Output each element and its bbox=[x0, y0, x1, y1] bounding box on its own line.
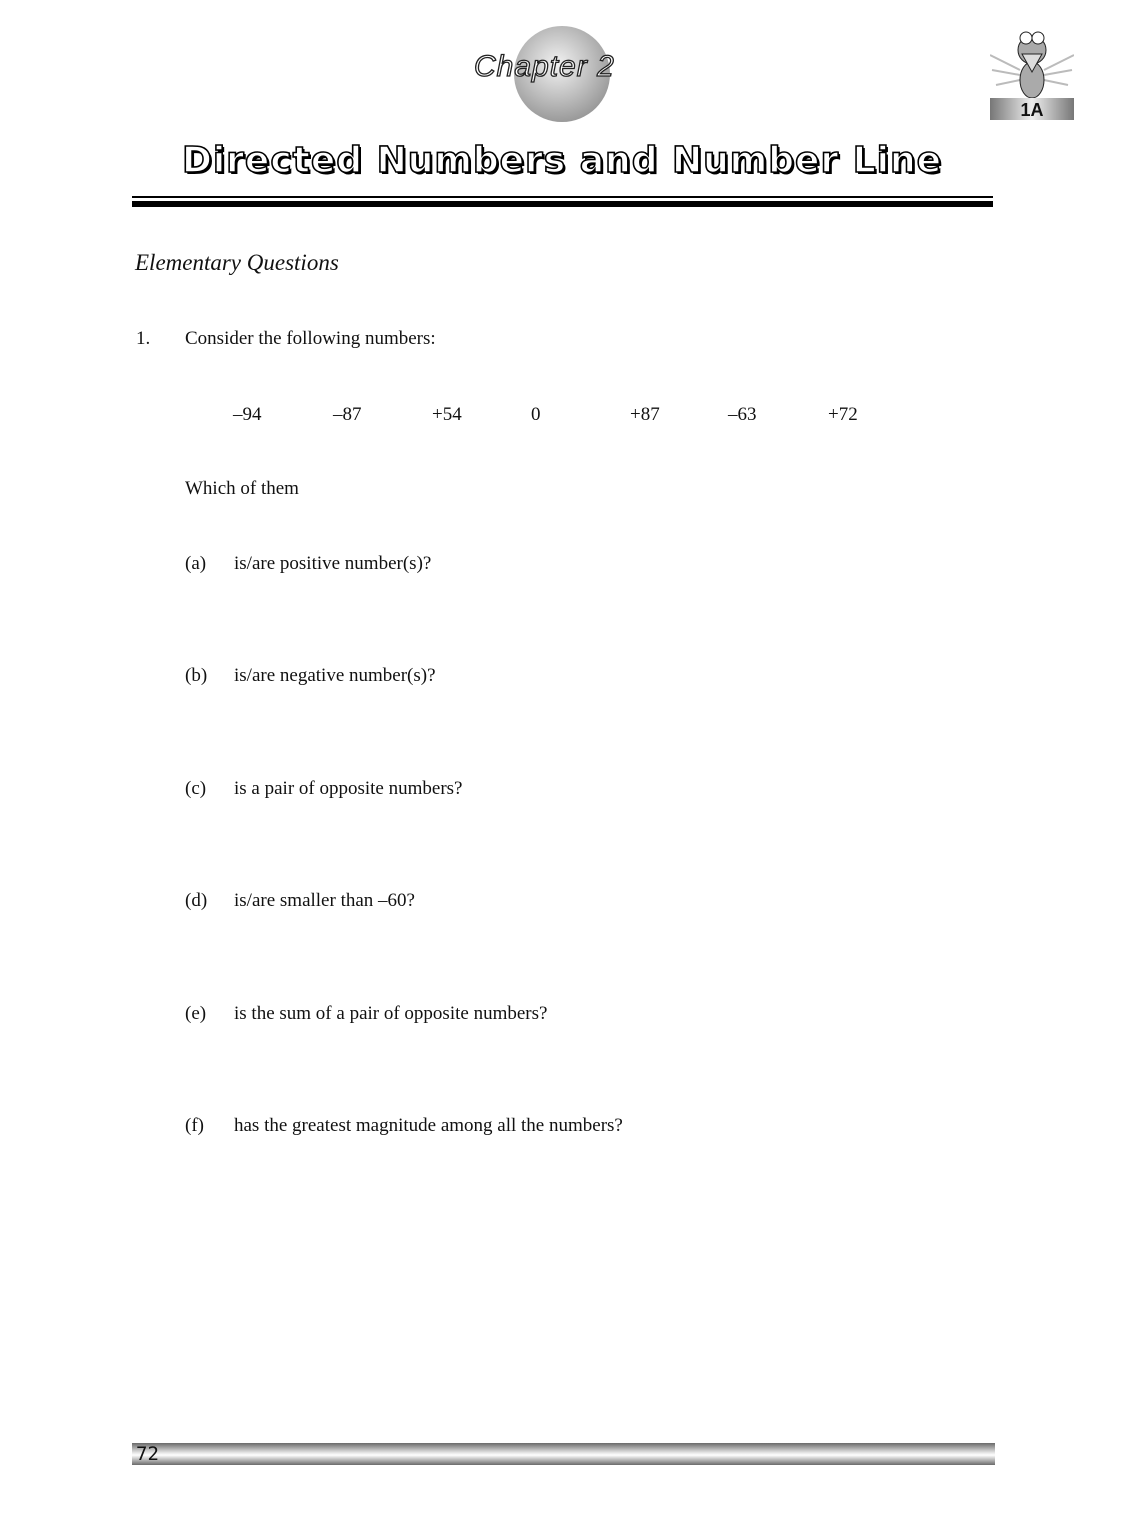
page-number: 72 bbox=[136, 1443, 159, 1465]
part-text: has the greatest magnitude among all the numbers? bbox=[234, 1115, 623, 1136]
part-label: (f) bbox=[185, 1115, 204, 1136]
page-title: Directed Numbers and Number Line bbox=[181, 140, 943, 181]
part-text: is the sum of a pair of opposite numbers? bbox=[234, 1003, 548, 1024]
number-item: –87 bbox=[333, 404, 362, 425]
part-label: (a) bbox=[185, 553, 207, 574]
question-prompt: Consider the following numbers: bbox=[185, 328, 436, 349]
chapter-label: Chapter 2 bbox=[474, 50, 615, 83]
part-label: (d) bbox=[185, 890, 208, 911]
number-item: –94 bbox=[233, 404, 262, 425]
number-item: +72 bbox=[828, 404, 858, 425]
part-text: is/are negative number(s)? bbox=[234, 665, 436, 686]
grade-badge: 1A bbox=[990, 98, 1074, 120]
question-number: 1. bbox=[136, 328, 151, 349]
title-rule-thick bbox=[132, 201, 993, 207]
question-lead: Which of them bbox=[185, 478, 299, 499]
number-item: +87 bbox=[630, 404, 660, 425]
part-text: is a pair of opposite numbers? bbox=[234, 778, 463, 799]
number-item: 0 bbox=[531, 404, 541, 425]
part-label: (e) bbox=[185, 1003, 207, 1024]
number-item: +54 bbox=[432, 404, 462, 425]
footer-bar bbox=[132, 1443, 995, 1465]
part-text: is/are positive number(s)? bbox=[234, 553, 432, 574]
number-item: –63 bbox=[728, 404, 757, 425]
section-heading: Elementary Questions bbox=[135, 250, 339, 275]
part-label: (b) bbox=[185, 665, 208, 686]
part-label: (c) bbox=[185, 778, 207, 799]
title-rule bbox=[132, 196, 993, 198]
part-text: is/are smaller than –60? bbox=[234, 890, 415, 911]
